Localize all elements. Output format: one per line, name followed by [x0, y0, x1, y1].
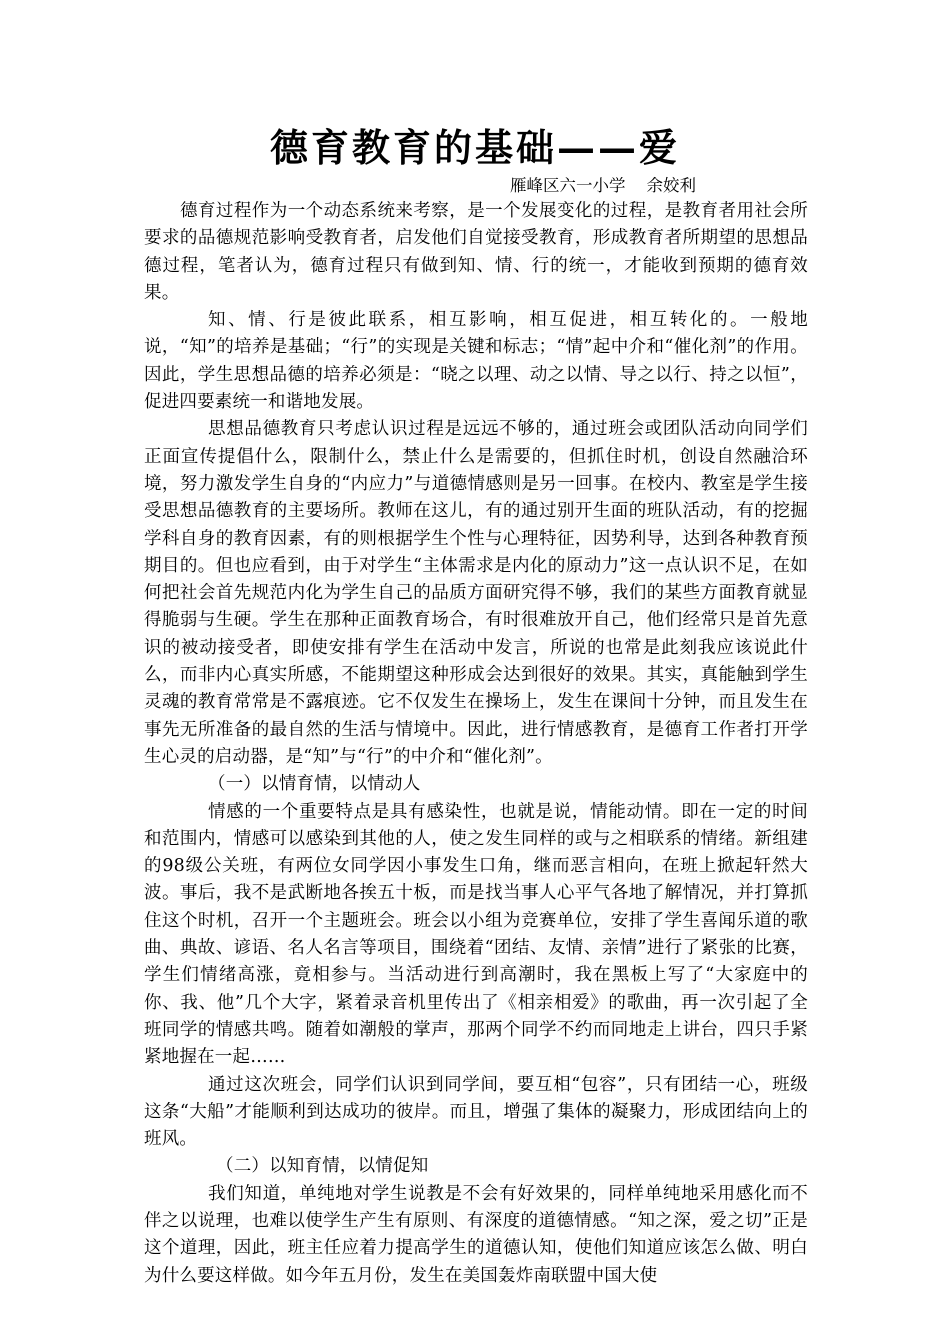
author-line: 雁峰区六一小学 余姣利 — [510, 176, 696, 195]
paragraph: 知、情、行是彼此联系，相互影响，相互促进，相互转化的。一般地说，“知”的培养是基础；“行”的实现是关键和标志；“情”起中介和“催化剂”的作用。因此，学生思想品德的培养必须是：“晓之以理、动之以情、导之以行、持之以恒”，促进四要素统一和谐地发展。 — [144, 310, 808, 413]
section-heading: （二）以知育情，以情促知 — [216, 1156, 429, 1177]
paragraph: 思想品德教育只考虑认识过程是远远不够的，通过班会或团队活动向同学们正面宣传提倡什么，限制什么，禁止什么是需要的，但抓住时机，创设自然融洽环境，努力激发学生自身的“内应力”与道德情感则是另一回事。在校内、教室是学生接受思想品德教育的主要场所。教师在这儿，有的通过别开生面的班队活动，有的挖掘学科自身的教育因素，有的则根据学生个性与心理特征，因势利导，达到各种教育预期目的。但也应看到，由于对学生“主体需求是内化的原动力”这一点认识不足，在如何把社会首先规范内化为学生自己的品质方面研究得不够，我们的某些方面教育就显得脆弱与生硬。学生在那种正面教育场合，有时很难放开自己，他们经常只是首先意识的被动接受者，即使安排有学生在活动中发言，所说的也常是此刻我应该说此什么，而非内心真实所感，不能期望这种形成会达到很好的效果。其实，真能触到学生灵魂的教育常常是不露痕迹。它不仅发生在操场上，发生在课间十分钟，而且发生在事先无所准备的最自然的生活与情境中。因此，进行情感教育，是德育工作者打开学生心灵的启动器，是“知”与“行”的中介和“催化剂”。 — [144, 419, 808, 767]
document-body — [144, 198, 808, 1290]
paragraph: 我们知道，单纯地对学生说教是不会有好效果的，同样单纯地采用感化而不伴之以说理，也难以使学生产生有原则、有深度的道德情感。“知之深，爱之切”正是这个道理，因此，班主任应着力提高学生的道德认知，使他们知道应该怎么做、明白为什么要这样做。如今年五月份，发生在美国轰炸南联盟中国大使 — [144, 1183, 808, 1286]
document-title: 德育教育的基础——爱 — [269, 125, 680, 170]
paragraph: 德育过程作为一个动态系统来考察，是一个发展变化的过程，是教育者用社会所要求的品德规范影响受教育者，启发他们自觉接受教育，形成教育者所期望的思想品德过程，笔者认为，德育过程只有做到知、情、行的统一，才能收到预期的德育效果。 — [144, 201, 808, 303]
paragraph: 情感的一个重要特点是具有感染性，也就是说，情能动情。即在一定的时间和范围内，情感可以感染到其他的人，使之发生同样的或与之相联系的情绪。新组建的98级公关班，有两位女同学因小事发生口角，继而恶言相向，在班上掀起轩然大波。事后，我不是武断地各挨五十板，而是找当事人心平气各地了解情况，并打算抓住这个时机，召开一个主题班会。班会以小组为竞赛单位，安排了学生喜闻乐道的歌曲、典故、谚语、名人名言等项目，围绕着“团结、友情、亲情”进行了紧张的比赛，学生们情绪高涨，竟相参与。当活动进行到高潮时，我在黑板上写了“大家庭中的你、我、他”几个大字，紧着录音机里传出了《相亲相爱》的歌曲，再一次引起了全班同学的情感共鸣。随着如潮般的掌声，那两个同学不约而同地走上讲台，四只手紧紧地握在一起…… — [144, 801, 808, 1068]
section-heading: （一）以情育情，以情动人 — [208, 774, 421, 795]
paragraph: 通过这次班会，同学们认识到同学间，要互相“包容”，只有团结一心，班级这条“大船”才能顺利到达成功的彼岸。而且，增强了集体的凝聚力，形成团结向上的班风。 — [144, 1074, 808, 1150]
